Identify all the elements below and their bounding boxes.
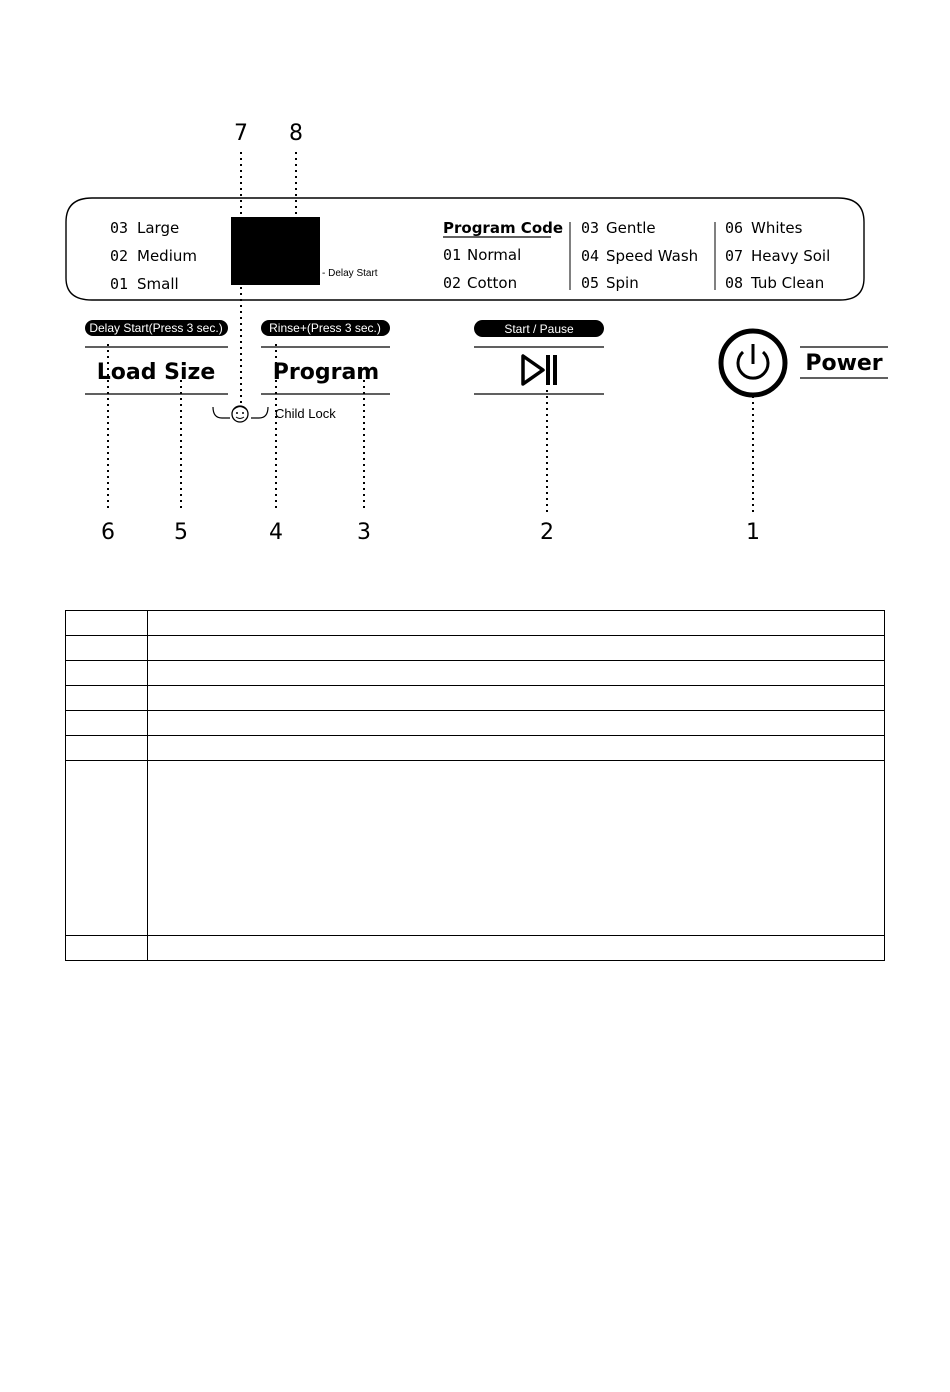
program-button[interactable] (261, 320, 390, 394)
program-code: 07 (725, 247, 744, 265)
table-value-cell (148, 611, 885, 636)
load-size-code: 01 (110, 275, 129, 293)
callout-number-1: 1 (746, 520, 760, 545)
load-size-options (110, 219, 197, 293)
load-size-button[interactable] (85, 320, 228, 394)
start-pause-button[interactable] (474, 320, 604, 394)
program-code-title: Program Code (443, 219, 564, 237)
table-value-cell (148, 711, 885, 736)
table-key-cell (66, 761, 148, 936)
table-row (66, 936, 885, 961)
program-label: Cotton (467, 274, 518, 292)
power-icon (721, 331, 785, 395)
program-code-list (443, 219, 830, 292)
callout-number-8: 8 (289, 121, 303, 146)
load-size-code: 03 (110, 219, 129, 237)
table-row (66, 661, 885, 686)
program-label: Spin (606, 274, 639, 292)
callout-number-6: 6 (101, 520, 115, 545)
digital-display (231, 217, 320, 285)
child-lock-label: Child Lock (275, 406, 336, 421)
control-panel-diagram (0, 0, 950, 600)
start-pause-hint: Start / Pause (504, 322, 574, 336)
load-size-label: Large (137, 219, 180, 237)
program-code: 05 (581, 274, 600, 292)
load-size-label: Small (137, 275, 179, 293)
table-key-cell (66, 711, 148, 736)
program-code: 02 (443, 274, 462, 292)
table-value-cell (148, 661, 885, 686)
program-code: 01 (443, 246, 462, 264)
child-face-icon (232, 406, 248, 422)
table-row (66, 636, 885, 661)
table-value-cell (148, 761, 885, 936)
power-label: Power (805, 351, 883, 376)
table-value-cell (148, 736, 885, 761)
load-size-label: Load Size (96, 360, 216, 385)
table-key-cell (66, 936, 148, 961)
program-label: Tub Clean (751, 274, 825, 292)
table-key-cell (66, 636, 148, 661)
child-lock-indicator (213, 406, 336, 422)
table-key-cell (66, 736, 148, 761)
callout-number-7: 7 (234, 121, 248, 146)
table-row (66, 611, 885, 636)
table-key-cell (66, 686, 148, 711)
delay-start-hint: Delay Start(Press 3 sec.) (89, 321, 223, 335)
program-code: 06 (725, 219, 744, 237)
program-code: 08 (725, 274, 744, 292)
table-value-cell (148, 686, 885, 711)
power-button[interactable] (721, 331, 888, 395)
legend-table (65, 610, 885, 961)
program-code: 04 (581, 247, 600, 265)
rinse-plus-hint: Rinse+(Press 3 sec.) (269, 321, 381, 335)
table-value-cell (148, 936, 885, 961)
program-label: Speed Wash (606, 247, 699, 265)
program-label: Program (272, 360, 380, 385)
load-size-code: 02 (110, 247, 129, 265)
program-label: Normal (467, 246, 522, 264)
delay-start-indicator: - Delay Start (322, 268, 378, 279)
program-code: 03 (581, 219, 600, 237)
program-label: Gentle (606, 219, 656, 237)
table-key-cell (66, 611, 148, 636)
callout-number-3: 3 (357, 520, 371, 545)
program-label: Whites (751, 219, 803, 237)
callout-number-2: 2 (540, 520, 554, 545)
table-row (66, 686, 885, 711)
load-size-label: Medium (137, 247, 197, 265)
table-key-cell (66, 661, 148, 686)
play-pause-icon (523, 355, 557, 385)
program-label: Heavy Soil (751, 247, 831, 265)
table-row (66, 761, 885, 936)
callout-number-4: 4 (269, 520, 283, 545)
table-value-cell (148, 636, 885, 661)
table-row (66, 711, 885, 736)
callout-number-5: 5 (174, 520, 188, 545)
table-row (66, 736, 885, 761)
